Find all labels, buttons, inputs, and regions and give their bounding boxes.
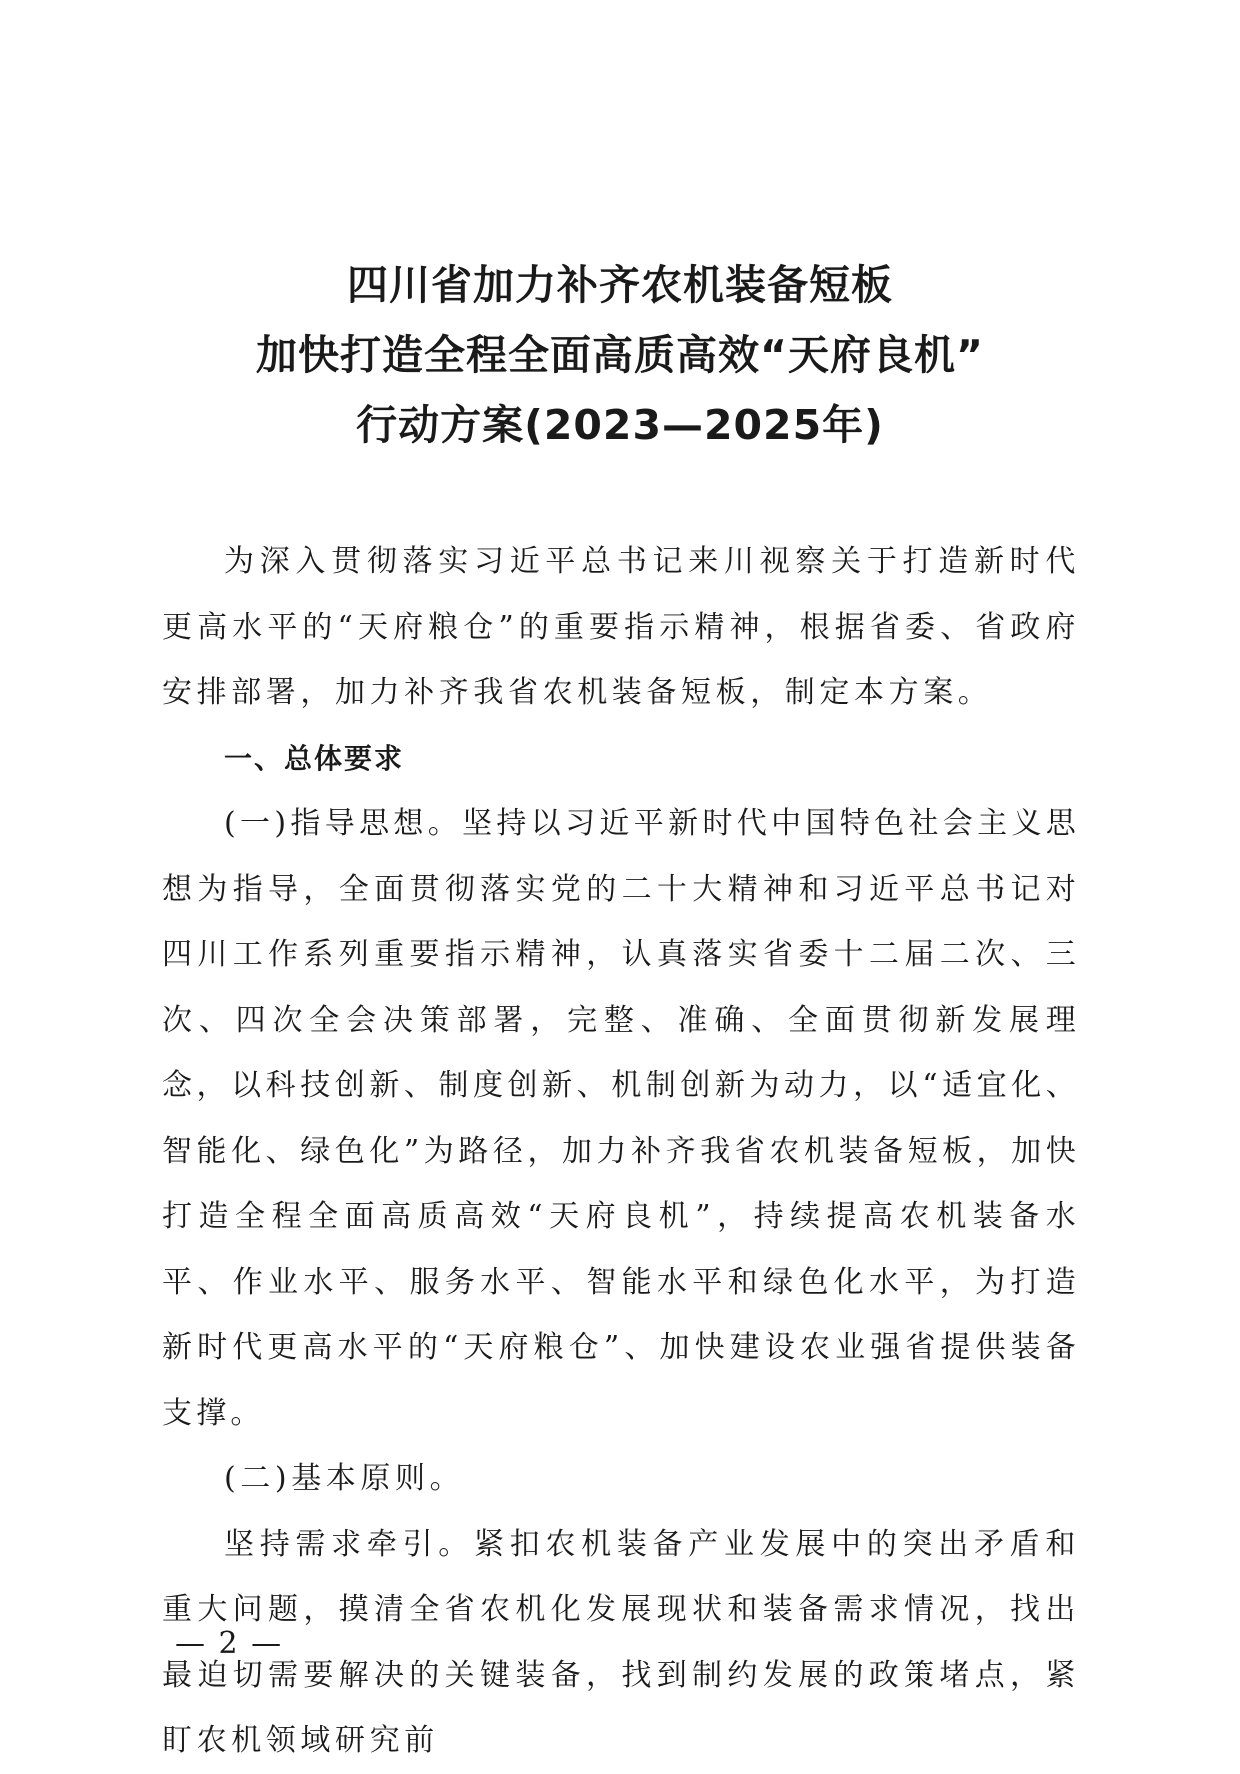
section-heading-general-requirements: 一、总体要求 [224,741,405,775]
intro-paragraph: 为深入贯彻落实习近平总书记来川视察关于打造新时代更高水平的“天府粮仓”的重要指示精神，根据省委、省政府安排部署，加力补齐我省农机装备短板，制定本方案。 [162,544,1080,710]
guiding-thought-paragraph: (一)指导思想。坚持以习近平新时代中国特色社会主义思想为指导，全面贯彻落实党的二十大精神和习近平总书记对四川工作系列重要指示精神，认真落实省委十二届二次、三次、四次全会决策部署，完整、准确、全面贯彻新发展理念，以科技创新、制度创新、机制创新为动力，以“适宜化、智能化、绿色化”为路径，加力补齐我省农机装备短板，加快打造全程全面高质高效“天府良机”，持续提高农机装备水平、作业水平、服务水平、智能水平和绿色化水平，为打造新时代更高水平的“天府粮仓”、加快建设农业强省提供装备支撑。 [162,806,1080,1431]
title-line-1: 四川省加力补齐农机装备短板 [347,261,893,309]
document-title [0,250,1240,460]
page-number: — 2 — [175,1626,284,1661]
demand-led-paragraph: 坚持需求牵引。紧扣农机装备产业发展中的突出矛盾和重大问题，摸清全省农机化发展现状和装备需求情况，找出最迫切需要解决的关键装备，找到制约发展的政策堵点，紧盯农机领域研究前 [162,1526,1080,1758]
title-line-2: 加快打造全程全面高质高效“天府良机” [256,331,984,379]
document-body [162,529,1080,1774]
basic-principles-heading: (二)基本原则。 [224,1461,465,1496]
title-line-3: 行动方案(2023—2025年) [356,401,884,449]
